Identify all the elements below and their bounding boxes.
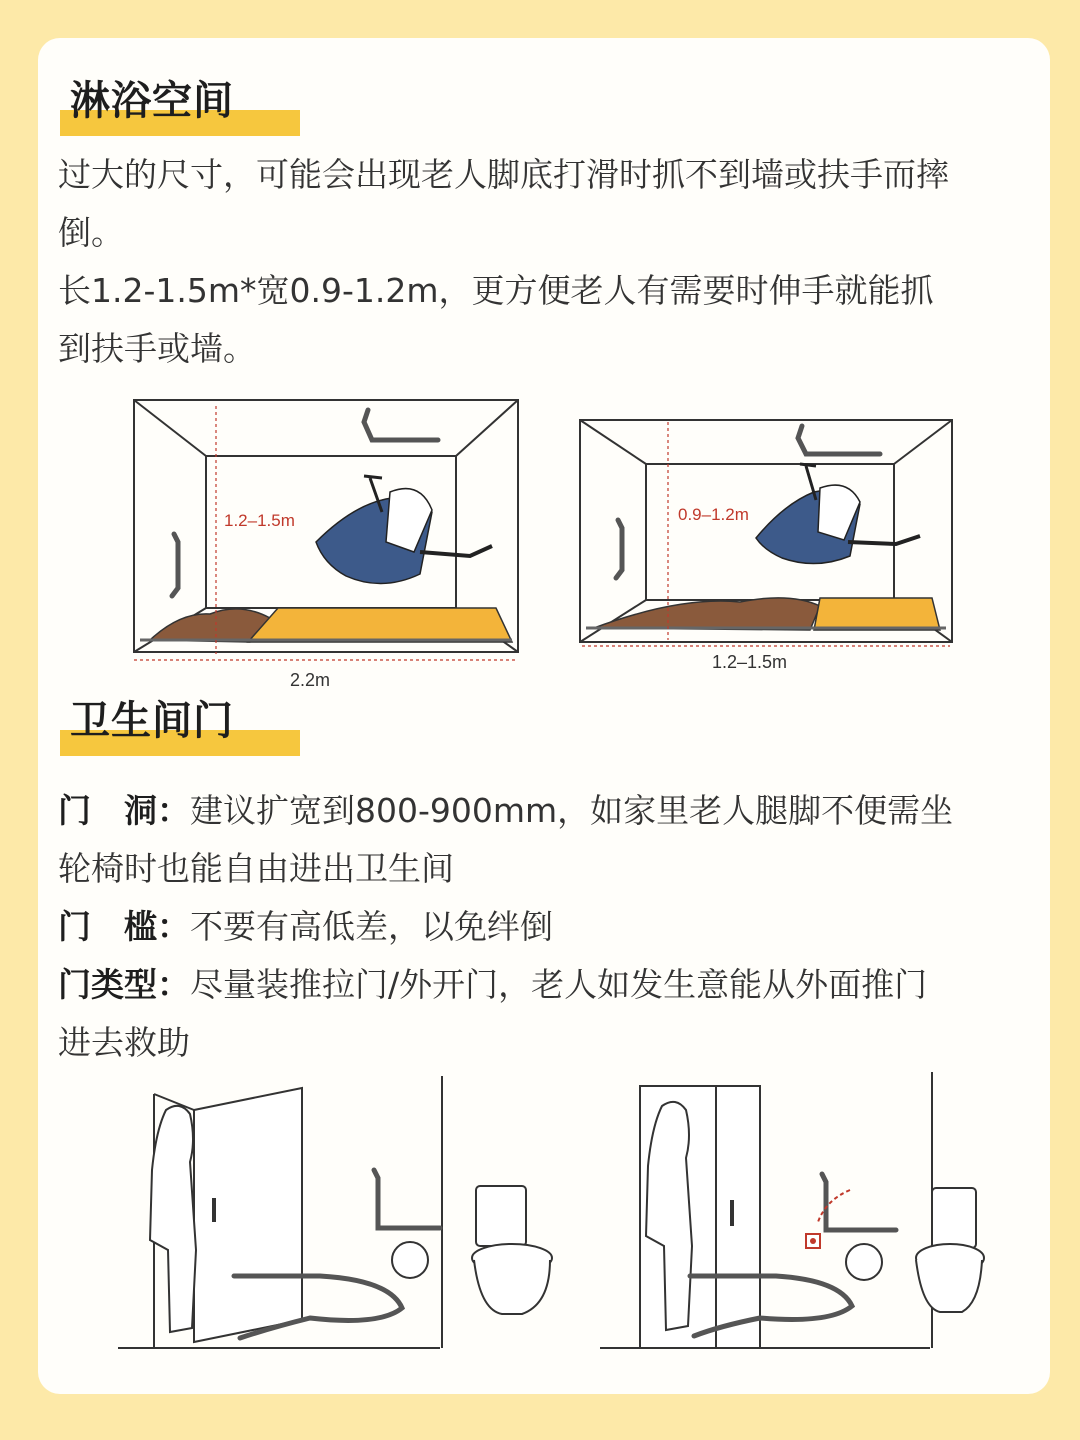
grab-bar-icon	[798, 426, 880, 454]
door-recommendations	[58, 782, 958, 1072]
toilet-icon	[846, 1188, 984, 1312]
door-type-illustration	[110, 1070, 990, 1360]
door-item-label: 门 洞：	[58, 791, 190, 830]
shower-description	[58, 146, 958, 378]
height-dimension-label: 1.2–1.5m	[224, 511, 295, 530]
fallen-towel	[594, 598, 820, 630]
grab-bar-icon	[374, 1170, 440, 1228]
grab-bar-icon	[616, 520, 622, 578]
floor-mat	[248, 608, 512, 642]
door-item-text: 建议扩宽到800-900mm，如家里老人腿脚不便需坐轮椅时也能自由进出卫生间	[58, 791, 954, 888]
section-title: 淋浴空间	[70, 78, 234, 124]
floor-mat	[814, 598, 940, 630]
door-item-label: 门 槛：	[58, 907, 190, 946]
falling-person-figure	[316, 476, 492, 584]
shower-paragraph-2: 长1.2-1.5m*宽0.9-1.2m，更方便老人有需要时伸手就能抓到扶手或墙。	[58, 271, 934, 368]
grab-bar-icon	[822, 1174, 896, 1230]
falling-person-figure	[756, 464, 920, 564]
height-dimension-label: 0.9–1.2m	[678, 505, 749, 524]
width-dimension-label: 2.2m	[290, 670, 331, 690]
door-item-opening	[58, 782, 958, 898]
grab-bar-icon	[172, 534, 178, 596]
person-silhouette	[150, 1106, 196, 1332]
section-heading-door	[60, 692, 300, 756]
section-title: 卫生间门	[70, 698, 234, 744]
toilet-icon	[392, 1186, 552, 1314]
door-item-type	[58, 956, 958, 1072]
section-heading-shower	[60, 72, 300, 136]
grab-bar-icon	[364, 410, 438, 440]
width-dimension-label: 1.2–1.5m	[712, 652, 788, 672]
door-item-text: 不要有高低差，以免绊倒	[190, 907, 553, 946]
door-item-text: 尽量装推拉门/外开门，老人如发生意能从外面推门进去救助	[58, 965, 928, 1062]
arrow-icon	[818, 1190, 850, 1222]
shower-size-illustration	[120, 392, 970, 694]
door-item-threshold	[58, 898, 958, 956]
shower-paragraph-1: 过大的尺寸，可能会出现老人脚底打滑时抓不到墙或扶手而摔倒。	[58, 155, 949, 252]
door-item-label: 门类型：	[58, 965, 190, 1004]
